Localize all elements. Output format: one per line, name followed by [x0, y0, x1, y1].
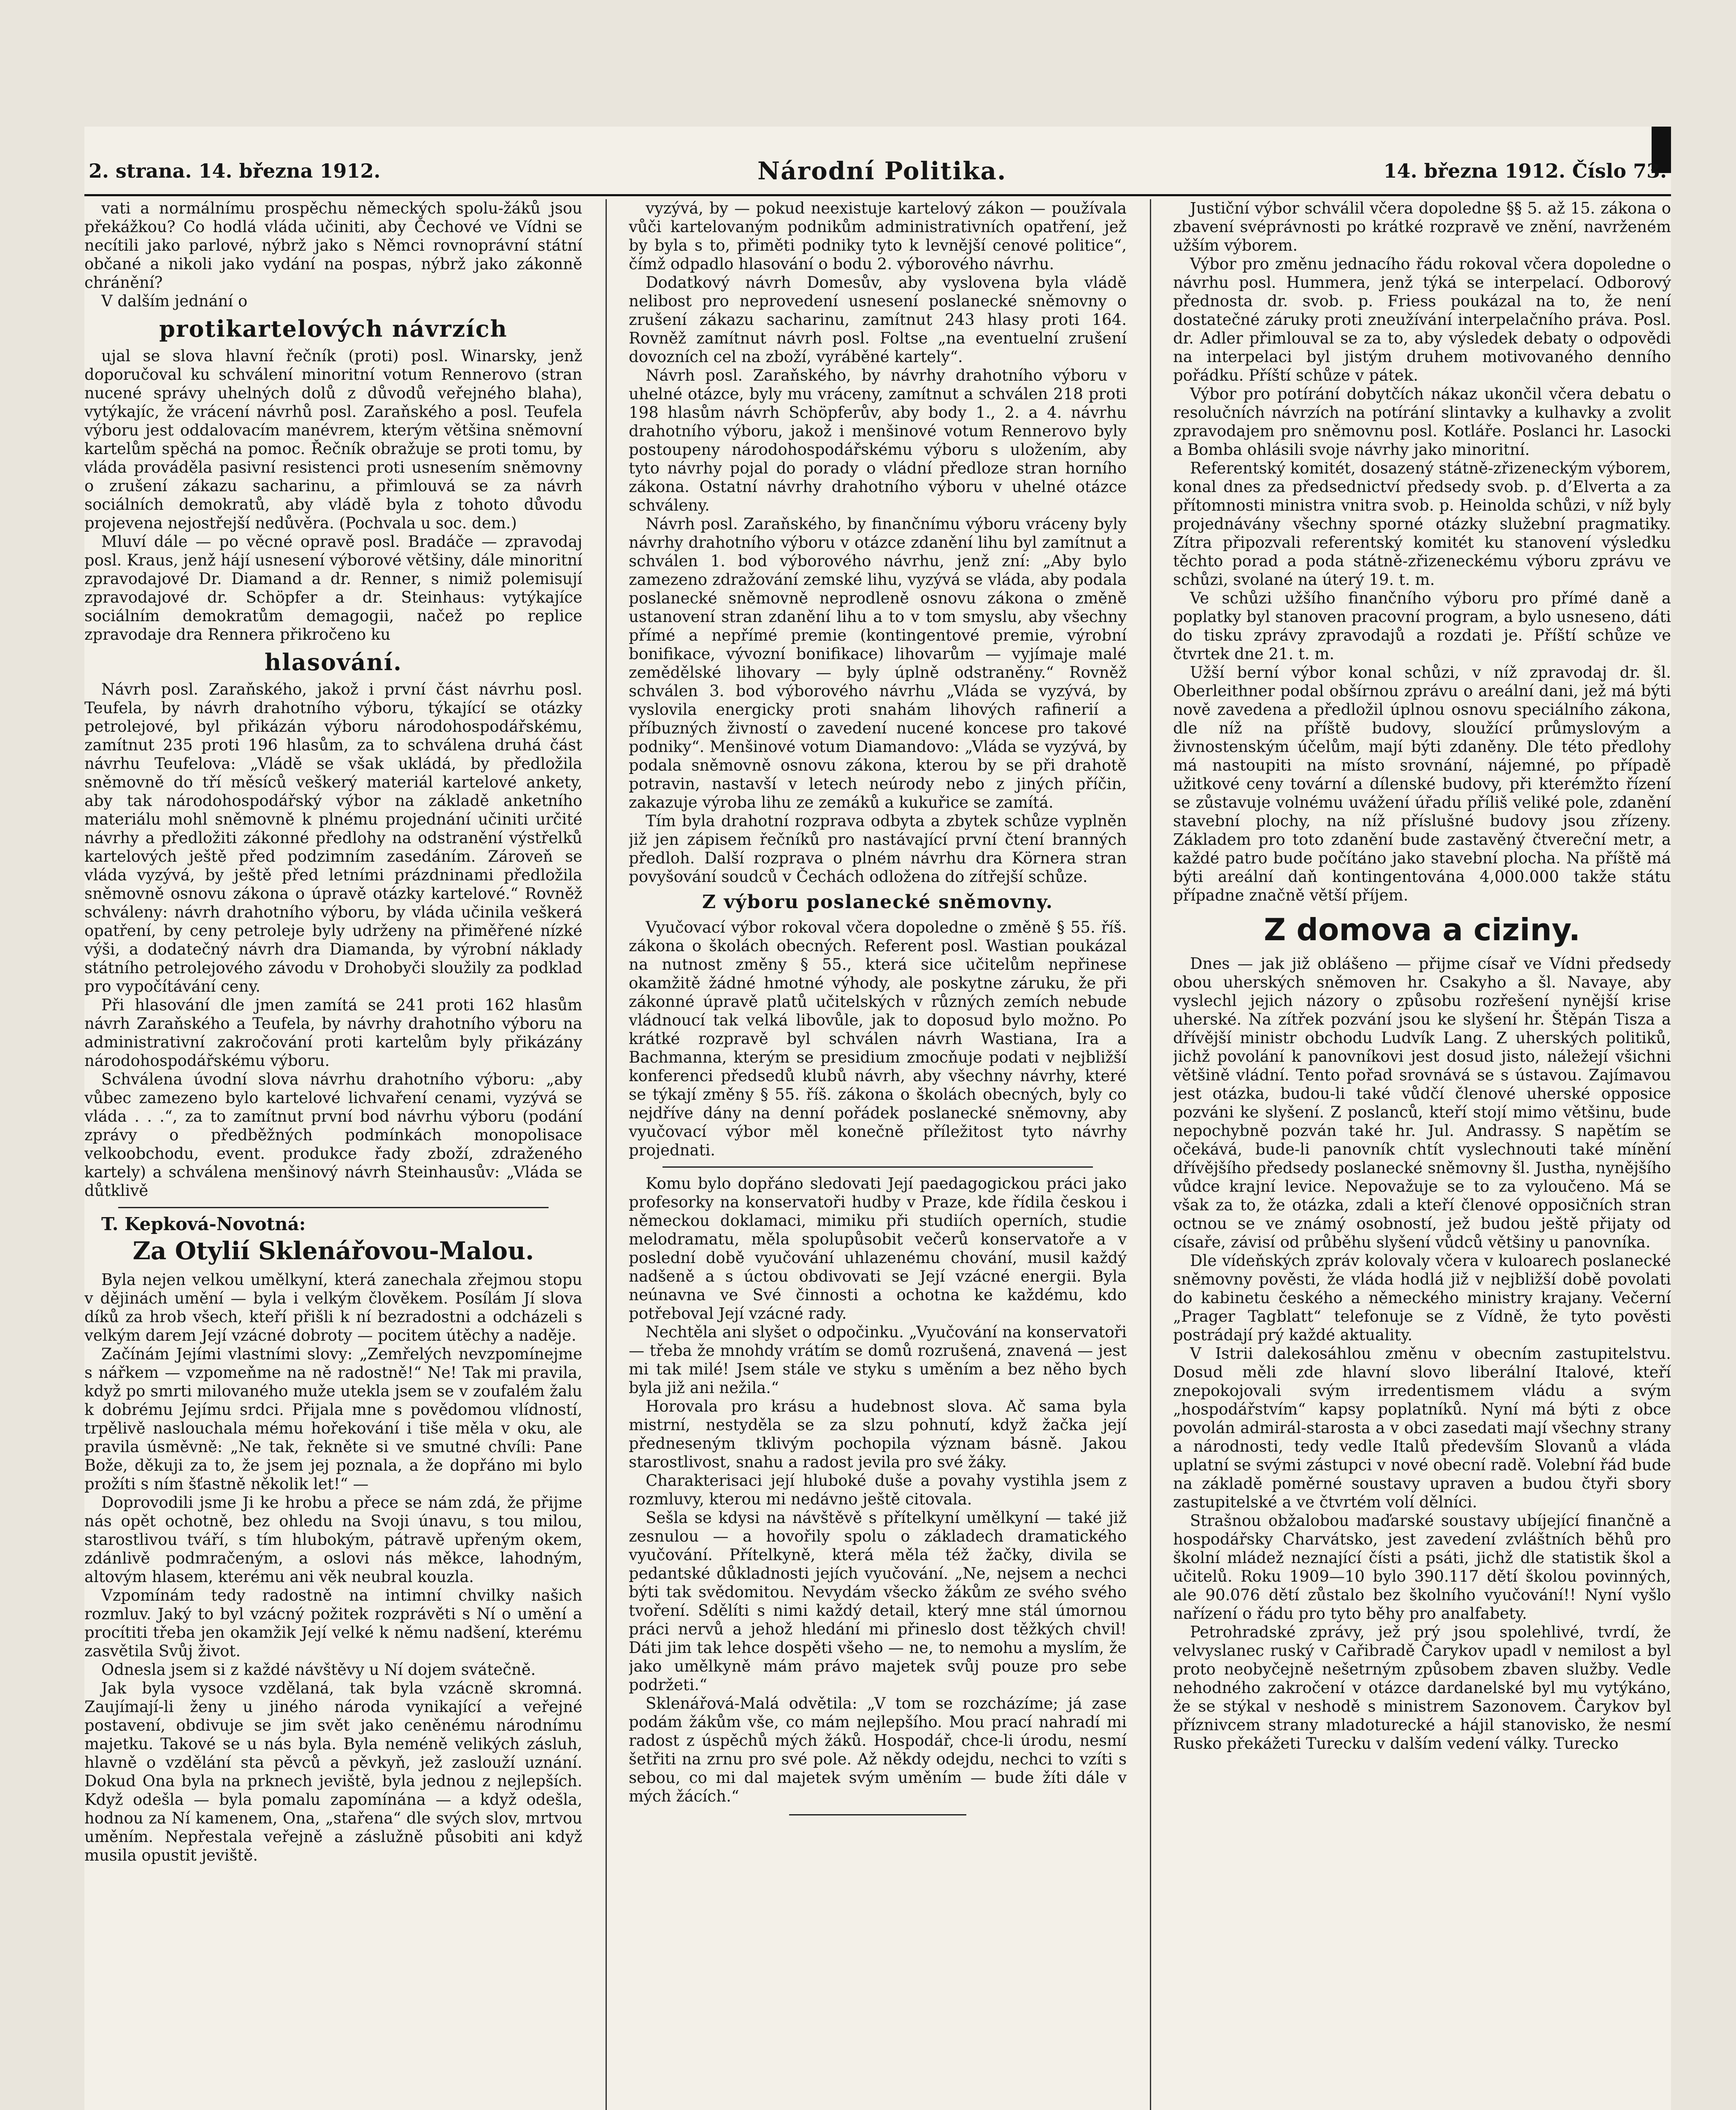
column-3 — [1173, 199, 1671, 2110]
paragraph: ujal se slova hlavní řečník (proti) posl. Winarsky, jenž doporučoval ku schválení minoritní votum Rennerovo (stran nucené správy uhelných dolů z důvodů veřejného blaha), vytýkajíc, že vrácení návrhů posl. Zaraňského a posl. Teufela výboru jest oddalovacím manévrem, kterým většina sněmovní kartelům spěchá na pomoc. Řečník obražuje se proti tomu, by vláda prováděla pasivní resistenci proti usnesením sněmovny o zrušení zákazu sacharinu, a přimlouvá se za návrh sociálních demokratů, aby vládě byla z tohoto důvodu projevena nejostřejší nedůvěra. (Pochvala u soc. dem.) — [84, 347, 582, 532]
header-date-right: 14. března 1912. Číslo 73. — [1383, 160, 1667, 182]
paragraph: Byla nejen velkou umělkyní, která zanechala zřejmou stopu v dějinách umění — byla i velkým člověkem. Posílám Jí slova díků za hrob všech, kteří přišli k ní bezradostni a odcházeli s velkým darem Její vzácné dobroty — pocitem útěchy a naděje. — [84, 1271, 582, 1344]
paragraph: Dodatkový návrh Domesův, aby vyslovena byla vládě nelibost pro neprovedení usnesení poslanecké sněmovny o zrušení zákazu sacharinu, zamítnut 243 hlasy proti 164. Rovněž zamítnut návrh posl. Foltse „na eventuelní zrušení dovozních cel na zboží, vyráběné kartely“. — [629, 273, 1127, 366]
header-date-left: 2. strana. 14. března 1912. — [89, 160, 381, 182]
paragraph: Při hlasování dle jmen zamítá se 241 proti 162 hlasům návrh Zaraňského a Teufela, by návrhy drahotního výboru na administrativní zakročování proti kartelům byly přikázány národohospodářskému výboru. — [84, 996, 582, 1070]
page-header — [84, 152, 1671, 190]
paragraph: Návrh posl. Zaraňského, by finančnímu výboru vráceny byly návrhy drahotního výboru v otázce zdanění lihu byl zamítnut a schválen 1. bod výborového návrhu, jenž zní: „Aby bylo zamezeno zdražování zemské lihu, vyzývá se vláda, aby podala poslanecké sněmovně neprodleně osnovu zákona o změně ustanovení stran zdanění lihu a to v tom smyslu, aby všechny přímé a nepřímé premie (kontingentové premie, výrobní bonifikace, vývozní bonifikace) lihovarům — vyjímaje malé zemědělské lihovary — byly úplně odstraněny.“ Rovněž schválen 3. bod výborového návrhu „Vláda se vyzývá, by vyslovila energicky proti snahám lihových rafinerií a příbuzných živností o zavedení nucené koncese pro takové podniky“. Menšinové votum Diamandovo: „Vláda se vyzývá, by podala sněmovně osnovu zákona, kterou by se při drahotě potravin, nastavší v letech neúrody nebo z jiných příčin, zakazuje výroba lihu ze zemáků a kukuřice se zamítá. — [629, 515, 1127, 812]
paragraph: vati a normálnímu prospěchu německých spolu-žáků jsou překážkou? Co hodlá vláda učiniti, aby Čechové ve Vídni se necítili jako parlové, nýbrž jako s Němci rovnoprávní státní občané a nikoli jako vydání na pospas, nýbrž jako zákonně chránění? — [84, 199, 582, 292]
paragraph: Dle vídeňských zpráv kolovaly včera v kuloarech poslanecké sněmovny pověsti, že vláda hodlá již v nejbližší době povolati do kabinetu českého a německého ministry krajany. Večerní „Prager Tagblatt“ telefonuje se z Vídně, že tyto pověsti postrádají prý každé aktuality. — [1173, 1252, 1671, 1344]
paragraph: Užší berní výbor konal schůzi, v níž zpravodaj dr. šl. Oberleithner podal obšírnou zprávu o areální dani, jež má býti nově zavedena a předložil úplnou osnovu speciálního zákona, dle níž na příště budovy, sloužící průmyslovým a živnostenským účelům, mají býti zdaněny. Dle této předlohy má nastoupiti na místo srovnání, nájemné, po případě užitkové ceny tovární a dílenské budovy, při kterémžto řízení se zůstavuje volnému uvážení úřadu příliš veliké pole, zdanění stavební plochy, na níž příslušné budovy jsou zřízeny. Základem pro toto zdanění bude zastavěný čtvereční metr, a každé patro bude počítáno jako stavební plocha. Na příště má býti areální daň kontingentována 4,000.000 takže státu případne značně větší příjem. — [1173, 663, 1671, 904]
paragraph: Justiční výbor schválil včera dopoledne §§ 5. až 15. zákona o zbavení svéprávnosti po krátké rozpravě ve znění, navrženém užším výborem. — [1173, 199, 1671, 254]
paragraph: Tím byla drahotní rozprava odbyta a zbytek schůze vyplněn již jen zápisem řečníků pro nastávající první čtení branných předloh. Další rozprava o plném návrhu dra Körnera stran povyšování soudců v Čechách odložena do zítřejší schůze. — [629, 812, 1127, 886]
article-title: Za Otylií Sklenářovou-Malou. — [132, 1236, 534, 1265]
paragraph: Referentský komitét, dosazený státně-zřizeneckým výborem, konal dnes za předsednictví předsedy svob. p. d’Elverta a za přítomnosti ministra vnitra svob. p. Heinolda schůzi, v níž byly projednávány všechny sporné otázky služební pragmatiky. Zítra připozvali referentský komitét ku stanovení výsledku těchto porad a poda státně-zřizeneckému výboru zprávu ve schůzi, svolané na úterý 19. t. m. — [1173, 459, 1671, 589]
paragraph: Jak byla vysoce vzdělaná, tak byla vzácně skromná. Zaujímají-li ženy u jiného národa vynikající a veřejné postavení, obdivuje se jim svět jako ceněnému národnímu majetku. Takové se u nás byla. Byla neméně velikých zásluh, hlavně o vzdělání sta pěvců a pěvkyň, jež zaslouží uznání. Dokud Ona byla na prknech jeviště, byla jednou z nejlepších. Když odešla — byla pomalu zapomínána — a když odešla, hodnou za Ní kamenem, Ona, „stařena“ dle svých slov, mrtvou uměním. Nepřestala veřejně a záslužně působiti ani když musila opustit jeviště. — [84, 1679, 582, 1864]
columns — [84, 199, 1671, 2110]
paragraph: Vzpomínám tedy radostně na intimní chvilky našich rozmluv. Jaký to byl vzácný požitek rozprávěti s Ní o umění a procítiti třeba jen okamžik Její velké k němu nadšení, kterému zasvětila Svůj život. — [84, 1586, 582, 1660]
paragraph: Návrh posl. Zaraňského, by návrhy drahotního výboru v uhelné otázce, byly mu vráceny, zamítnut a schválen 218 proti 198 hlasům návrh Schöpferův, aby body 1., 2. a 4. návrhu drahotního výboru, jakož i menšinové votum Rennerovo byly postoupeny národohospodářskému výboru s uložením, aby tyto návrhy pojal do porady o vládní předloze stran horního zákona. Ostatní návrhy drahotního výboru v uhelné otázce schváleny. — [629, 366, 1127, 514]
masthead: Národní Politika. — [757, 157, 1007, 185]
newspaper-page — [84, 127, 1671, 2110]
column-1 — [84, 199, 582, 2110]
paragraph: Začínám Jejími vlastními slovy: „Zemřelých nevzpomínejme s nářkem — vzpomeňme na ně radostně!“ Ne! Tak mi pravila, když po smrti milovaného muže utekla jsem se v zoufalém žalu k dobrému Jejímu srdci. Přijala mne s povědomou vlídností, trpělivě naslouchala mému hořekování i tiše měla v oku, ale pravila úsměvně: „Ne tak, řekněte si ve smutné chvíli: Pane Bože, děkuji za to, že jsem jej poznala, a že dopřáno mi bylo prožíti s ním šťastně několik let!“ — — [84, 1345, 582, 1493]
paragraph: V dalším jednání o — [101, 292, 248, 310]
end-rule — [789, 1814, 966, 1815]
paragraph: Nechtěla ani slyšet o odpočinku. „Vyučování na konservatoři — třeba že mnohdy vrátím se domů rozrušená, znavená — jest mi tak milé! Jsem stále ve styku s uměním a bez něho bych byla již ani nežila.“ — [629, 1323, 1127, 1397]
paragraph: Dnes — jak již oblášeno — přijme císař ve Vídni předsedy obou uherských sněmoven hr. Csakyho a šl. Navaye, aby vyslechl jejich názory o způsobu rozřešení nynější krise uherské. Na zítřek pozvání jsou ke slyšení hr. Štěpán Tisza a dřívější ministr obchodu Ludvík Lang. Z uherských politiků, jichž povolání k panovníkovi jest dosud jisto, náležejí všichni většině vládní. Tento pořad srovnává se s ústavou. Zajímavou jest otázka, budou-li také vůdčí členové uherské opposice pozváni ke slyšení. Z poslanců, kteří stojí mimo většinu, bude nepochybně pozván také hr. Jul. Andrassy. S napětím se očekává, bude-li panovník chtít vyslechnouti také mínění dřívějšího předsedy poslanecké sněmovny šl. Justha, nynějšího vůdce krajní levice. Nepovažuje se to za vyloučeno. Má se však za to, že otázka, zdali a kteří členové opposičních stran octnou se ve známý osobností, jež budou ještě přijaty od císaře, závisí od průběhu slyšení vůdců většiny u panovníka. — [1173, 955, 1671, 1251]
paragraph: Strašnou obžalobou maďarské soustavy ubíjející finančně a hospodářsky Charvátsko, jest zavedení zvláštních běhů pro školní mládež neznající čísti a psáti, jichž dle statistik škol a učitelů. Roku 1909—10 bylo 390.117 dětí školou povinných, ale 90.076 dětí zůstalo bez školního vyučování!! Nyní vyšlo nařízení o řádu pro tyto běhy pro analfabety. — [1173, 1512, 1671, 1623]
section-title: Z domova a ciziny. — [1264, 912, 1580, 947]
paragraph: Charakterisaci její hluboké duše a povahy vystihla jsem z rozmluvy, kterou mi nedávno ještě citovala. — [629, 1472, 1127, 1508]
paragraph: Vyučovací výbor rokoval včera dopoledne o změně § 55. říš. zákona o školách obecných. Referent posl. Wastian poukázal na nutnost změny § 55., která sice učitelům nepřinese okamžitě žádné hmotné výhody, ale poskytne záruku, že při zákonné úpravě platů učitelských v různých zemích nebude vládnoucí tak velká libovůle, jak to doposud bylo možno. Po krátké rozpravě byl schválen návrh Wastiana, Ira a Bachmanna, kterým se presidium zmocňuje podati v nejbližší konferenci předsedů klubů návrh, aby všechny návrhy, které se týkají změny § 55. říš. zákona o školách obecných, byly co nejdříve dány na denní pořádek poslanecké sněmovny, aby vyučovací výbor měl konečně příležitost tyto návrhy projednati. — [629, 918, 1127, 1159]
paragraph: Návrh posl. Zaraňského, jakož i první část návrhu posl. Teufela, by návrh drahotního výboru, týkající se otázky petrolejové, byl přikázán výboru národohospodářskému, zamítnut 235 proti 196 hlasům, za to schválena druhá část návrhu Teufelova: „Vládě se však ukládá, by předložila sněmovně do tří měsíců veškerý materiál kartelové ankety, aby tak národohospodářský výbor na základě anketního materiálu mohl sněmovně k plnému projednání učiniti určité návrhy a předložiti zákonné předlohy na odstranění výstřelků kartelových ještě před podzimním zasedáním. Zároveň se vláda vyzývá, by ještě před letními prázdninami předložila sněmovně osnovu zákona o úpravě otázky kartelové.“ Rovněž schváleny: návrh drahotního výboru, by vláda učinila veškerá opatření, by ceny petroleje byly udrženy na přiměřené nízké výši, a dodatečný návrh dra Diamanda, by výrobní náklady státního petrolejového závodu v Drohobyči sloužily za podklad pro vypočítávání ceny. — [84, 680, 582, 995]
paragraph: Petrohradské zprávy, jež prý jsou spolehlivé, tvrdí, že velvyslanec ruský v Cařibradě Čarykov upadl v nemilost a byl proto neobyčejně nešetrným způsobem zbaven služby. Vedle nehodného zakročení v otázce dardanelské byl mu vytýkáno, že se stýkal v neshodě s ministrem Sazonovem. Čarykov byl příznivcem strany mladoturecké a hájil stanovisko, že nesmí Rusko překážeti Turecku v dalším vedení války. Turecko — [1173, 1623, 1671, 1753]
paragraph: Sklenářová-Malá odvětila: „V tom se rozcházíme; já zase podám žákům vše, co mám nejlepšího. Mou prací nahradí mi radost z úspěchů mých žáků. Hospodář, chce-li úrodu, nesmí šetřiti na zrnu pro své pole. Až někdy odejdu, nechci to vzíti s sebou, co mi dal majetek svým uměním — bude žíti dále v mých žácích.“ — [629, 1694, 1127, 1805]
section-divider — [662, 1166, 1093, 1168]
paragraph: Ve schůzi užšího finančního výboru pro přímé daně a poplatky byl stanoven pracovní program, a bylo usneseno, dáti do tisku zprávy zpravodajů a rozdati je. Příští schůze ve čtvrtek dne 21. t. m. — [1173, 589, 1671, 663]
paragraph: Mluví dále — po věcné opravě posl. Bradáče — zpravodaj posl. Kraus, jenž hájí usnesení výborové většiny, dále minoritní zpravodajové Dr. Diamand a dr. Renner, s nimiž polemisují zpravodajové dr. Schöpfer a dr. Steinhaus: vytýkajíce sociálním demokratům demagogii, načež po replice zpravodaje dra Rennera přikročeno ku — [84, 533, 582, 644]
paragraph: V Istrii dalekosáhlou změnu v obecním zastupitelstvu. Dosud měli zde hlavní slovo liberální Italové, kteří znepokojovali svým irredentismem vládu a svým „hospodářstvím“ kapsy poplatníků. Nyní má býti z obce povolán admirál-starosta a v obci zasedati mají všechny strany a národnosti, tedy vedle Italů především Slovanů a vláda uplatní se svými zástupci v nové obecní radě. Volební řád bude na základě poměrné soustavy upraven a budou čtyři sbory zastupitelské a ve čtvrtém volí dělníci. — [1173, 1344, 1671, 1511]
paragraph: Komu bylo dopřáno sledovati Její paedagogickou práci jako profesorky na konservatoři hudby v Praze, kde řídila českou i německou doklamaci, mimiku při studiích operních, studie melodramatu, měla spolupůsobit večerů konservatoře a v poslední době vyučování uhlazenému chování, musil každý nadšeně a s úctou obdivovati se Její vzácné energii. Byla neúnavna ve Své činnosti a ochotna ke každému, kdo potřeboval Její vzácné rady. — [629, 1174, 1127, 1323]
article-author: T. Kepková-Novotná: — [101, 1214, 306, 1234]
section-heading: hlasování. — [264, 649, 403, 676]
section-divider — [118, 1207, 549, 1208]
paragraph: Výbor pro potírání dobytčích nákaz ukončil včera debatu o resolučních návrzích na potírání slintavky a kulhavky a zvolit zpravodajem pro sněmovnu posl. Kotláře. Poslanci hr. Lasocki a Bomba ohlásili svoje návrhy jako minoritní. — [1173, 385, 1671, 459]
paragraph: Schválena úvodní slova návrhu drahotního výboru: „aby vůbec zamezeno bylo kartelové lichvaření cenami, vyzývá se vláda . . .“, za to zamítnut první bod návrhu výboru (podání zprávy o předběžných podmínkách monopolisace velkoobchodu, event. produkce řady zboží, zdraženého kartely) a schválena menšinový návrh Steinhausův: „Vláda se důtklivě — [84, 1070, 582, 1200]
paragraph: Sešla se kdysi na návštěvě s přítelkyní umělkyní — také již zesnulou — a hovořily spolu o základech dramatického vyučování. Přítelkyně, která měla též žačky, divila se pedantské důkladnosti jejích vyučování. „Ne, nejsem a nechci býti tak svědomitou. Nevydám všecko žákům ze svého svého tvoření. Sdělíti s nimi každý detail, který mne stál úmornou práci nervů a jehož hledání mi přineslo dost těžkých chvil! Dáti jim tak lehce dospěti všeho — ne, to nemohu a myslím, že jako umělkyně mám právo majetek svůj pouze pro sebe podržeti.“ — [629, 1509, 1127, 1694]
paragraph: Odnesla jsem si z každé návštěvy u Ní dojem svátečně. — [101, 1661, 536, 1679]
paragraph: Výbor pro změnu jednacího řádu rokoval včera dopoledne o návrhu posl. Hummera, jenž týká se interpelací. Odborový přednosta dr. svob. p. Friess poukázal na to, že není dostatečné záruky proti zneužívání interpelačního práva. Posl. dr. Adler přimlouval se za to, aby výsledek debaty o odpovědi na interpelaci byl jistým druhem motivovaného denního pořádku. Příští schůze v pátek. — [1173, 255, 1671, 384]
paragraph: vyzývá, by — pokud neexistuje kartelový zákon — používala vůči kartelovaným podnikům administrativních opatření, jež by byla s to, přiměti podniky tyto k levnější cenové politice“, čímž odpadlo hlasování o bodu 2. výborového návrhu. — [629, 199, 1127, 273]
section-heading: Z výboru poslanecké sněmovny. — [702, 891, 1053, 913]
paragraph: Doprovodili jsme Ji ke hrobu a přece se nám zdá, že přijme nás opět ochotně, bez ohledu na Svoji únavu, s tou milou, starostlivou tváří, s tím hlubokým, pátravě upřeným okem, zdánlivě podmračeným, a oslovi nás měkce, lahodným, altovým hlasem, kterému ani věk neubral kouzla. — [84, 1493, 582, 1586]
column-2 — [629, 199, 1127, 2110]
section-heading: protikartelových návrzích — [159, 315, 508, 342]
paragraph: Horovala pro krásu a hudebnost slova. Ač sama byla mistrní, nestyděla se za slzu pohnutí, když žačka její předneseným tklivým pochopila význam básně. Jakou starostlivost, snahu a radost jevila pro své žáky. — [629, 1397, 1127, 1471]
header-rule — [84, 194, 1671, 196]
